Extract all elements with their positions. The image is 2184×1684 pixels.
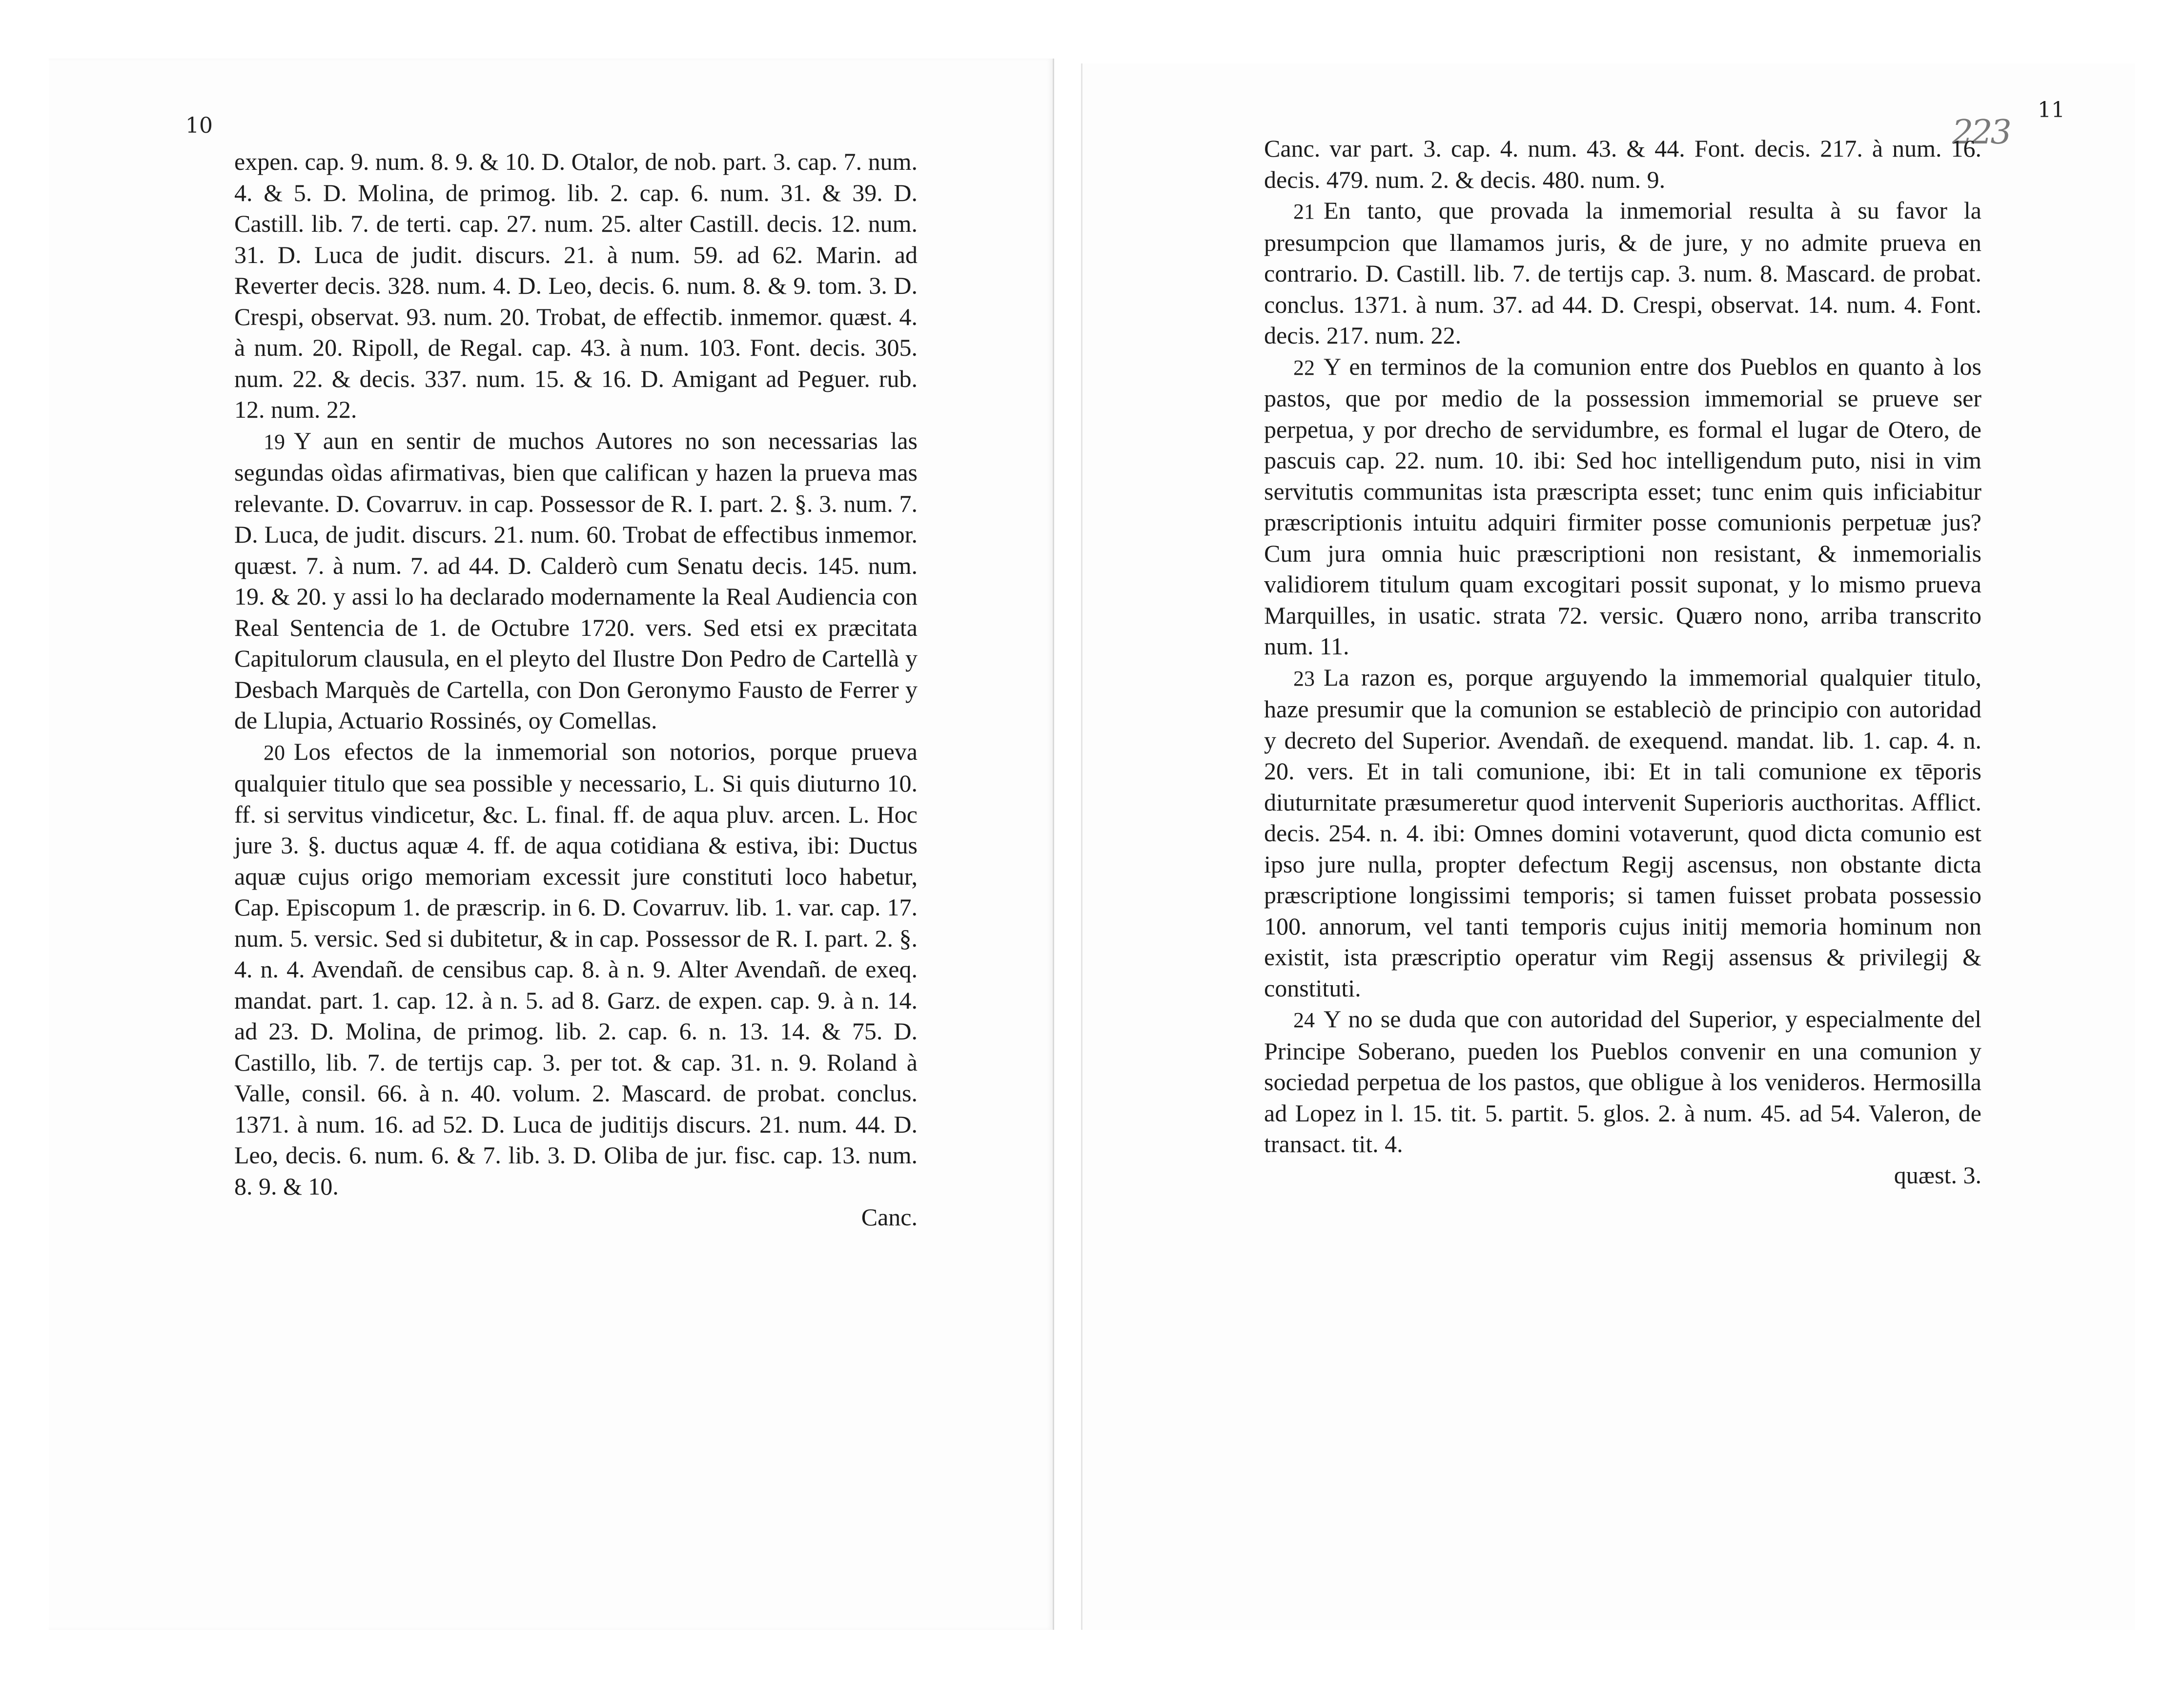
right-paragraph-continuation: Canc. var part. 3. cap. 4. num. 43. & 44. Font. decis. 217. à num. 16. decis. 479. num. 2. & decis. 480. num. 9.: [1264, 135, 1981, 193]
paragraph-text: Los efectos de la inmemorial son notorios, porque prueva qualquier titulo que sea possible y necessario, L. Si quis diuturno 10. ff. si servitus vindicetur, &c. L. final. ff. de aqua pluv. arcen. L. Hoc jure 3. §. ductus aquæ 4. ff. de aqua cotidiana & estiva, ibi: Ductus aquæ cujus origo memoriam excessit jure constituti loco habetur, Cap. Episcopum 1. de præscrip. in 6. D. Covarruv. lib. 1. var. cap. 17. num. 5. versic. Sed si dubitetur, & in cap. Possessor de R. I. part. 2. §. 4. n. 4. Avendañ. de censibus cap. 8. à n. 9. Alter Avendañ. de exeq. mandat. part. 1. cap. 12. à n. 5. ad 8. Garz. de expen. cap. 9. à n. 14. ad 23. D. Molina, de primog. lib. 2. cap. 6. n. 13. 14. & 75. D. Castillo, lib. 7. de tertijs cap. 3. per tot. & cap. 31. n. 9. Roland à Valle, consil. 66. à n. 40. volum. 2. Mascard. de probat. conclus. 1371. à num. 16. ad 52. D. Luca de juditijs discurs. 21. num. 44. D. Leo, decis. 6. num. 6. & 7. lib. 3. D. Oliba de jur. fisc. cap. 13. num. 8. 9. & 10.: [234, 737, 918, 1200]
left-catchword: Canc.: [861, 1203, 918, 1231]
right-paragraph-23: [1264, 662, 1981, 1004]
paragraph-text: La razon es, porque arguyendo la immemorial qualquier titulo, haze presumir que la comunion se estableciò de principio con autoridad y decreto del Superior. Avendañ. de exequend. mandat. lib. 1. cap. 4. n. 20. vers. Et in tali comunione, ibi: Et in tali comunione ex tēporis diuturnitate præsumeretur quod intervenit Superioris aucthoritas. Afflict. decis. 254. n. 4. ibi: Omnes domini votaverunt, quod dicta comunio est ipso jure nulla, propter defectum Regij ascensus, non obstante dicta præscriptione longissimi temporis; si tamen fuisset probata possessio 100. annorum, vel tanti temporis cujus initij memoria hominum non existit, ista præscriptio operatur vim Regij assensus & privilegij & constituti.: [1264, 663, 1981, 1002]
left-text-column: [234, 146, 918, 1233]
right-folio-number: 11: [2038, 98, 2065, 122]
paragraph-number: 22: [1293, 355, 1315, 380]
paragraph-text: En tanto, que provada la inmemorial resulta à su favor la presumpcion que llamamos juris, & de jure, y no admite prueva en contrario. D. Castill. lib. 7. de tertijs cap. 3. num. 8. Mascard. de probat. conclus. 1371. à num. 37. ad 44. D. Crespi, observat. 14. num. 4. Font. decis. 217. num. 22.: [1264, 197, 1981, 349]
paragraph-number: 23: [1293, 666, 1315, 690]
right-paragraph-24: [1264, 1004, 1981, 1160]
right-text-column: [1264, 133, 1981, 1191]
right-paragraph-22: [1264, 351, 1981, 662]
paragraph-number: 21: [1293, 200, 1315, 223]
paragraph-text: Y en terminos de la comunion entre dos Pueblos en quanto à los pastos, que por medio de la possession immemorial se prueve ser perpetua, y por drecho de servidumbre, es formal el lugar de Otero, de pascuis cap. 22. num. 10. ibi: Sed hoc intelligendum puto, nisi in vim servitutis communitas ista præscripta esset; tunc enim quis inficiabitur præscriptionis intuitu adquiri firmiter posse comunionis perpetuæ jus? Cum jura omnia huic præscriptioni non resistant, & inmemorialis validiorem titulum quam excogitari possit suponat, y lo mismo prueva Marquilles, in usatic. strata 72. versic. Quæro nono, arriba transcrito num. 11.: [1264, 352, 1981, 660]
left-paragraph-20: [234, 736, 918, 1202]
paragraph-number: 20: [264, 740, 285, 765]
left-folio-number: 10: [185, 113, 213, 138]
paragraph-number: 19: [264, 429, 285, 454]
left-paragraph-continuation: expen. cap. 9. num. 8. 9. & 10. D. Otalor, de nob. part. 3. cap. 7. num. 4. & 5. D. Molina, de primog. lib. 2. cap. 6. num. 31. & 39. D. Castill. lib. 7. de terti. cap. 27. num. 25. alter Castill. decis. 12. num. 31. D. Luca de judit. discurs. 21. à num. 59. ad 62. Marin. ad Reverter decis. 328. num. 4. D. Leo, decis. 6. num. 8. & 9. tom. 3. D. Crespi, observat. 93. num. 20. Trobat, de effectib. inmemor. quæst. 4. à num. 20. Ripoll, de Regal. cap. 43. à num. 103. Font. decis. 305. num. 22. & decis. 337. num. 15. & 16. D. Amigant ad Peguer. rub. 12. num. 22.: [234, 148, 918, 423]
left-paragraph-19: [234, 426, 918, 736]
paragraph-text: Y no se duda que con autoridad del Superior, y especialmente del Principe Soberano, pueden los Pueblos convenir en una comunion y sociedad perpetua de los pastos, que obligue à los venideros. Hermosilla ad Lopez in l. 15. tit. 5. partit. 5. glos. 2. à num. 45. ad 54. Valeron, de transact. tit. 4.: [1264, 1005, 1981, 1157]
paragraph-number: 24: [1293, 1008, 1315, 1032]
handwritten-folio-number: 223: [1952, 113, 2010, 152]
paragraph-text: Y aun en sentir de muchos Autores no son necessarias las segundas oìdas afirmativas, bien que califican y hazen la prueva mas relevante. D. Covarruv. in cap. Possessor de R. I. part. 2. §. 3. num. 7. D. Luca, de judit. discurs. 21. num. 60. Trobat de effectibus inmemor. quæst. 7. à num. 7. ad 44. D. Calderò cum Senatu decis. 145. num. 19. & 20. y assi lo ha declarado modernamente la Real Audiencia con Real Sentencia de 1. de Octubre 1720. vers. Sed etsi ex præcitata Capitulorum clausula, en el pleyto del Ilustre Don Pedro de Cartellà y Desbach Marquès de Cartella, con Don Geronymo Fausto de Ferrer y de Llupia, Actuario Rossinés, oy Comellas.: [234, 426, 918, 734]
right-catchword: quæst. 3.: [1894, 1161, 1981, 1189]
right-paragraph-21: [1264, 195, 1981, 351]
